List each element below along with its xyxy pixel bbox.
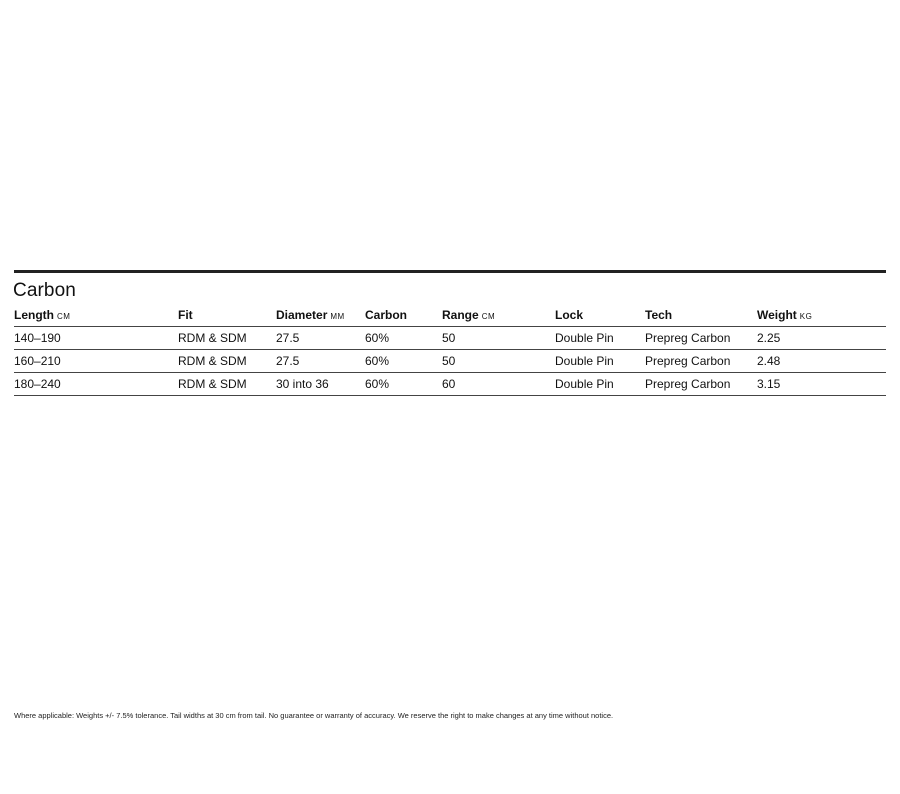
table-header-row (14, 307, 886, 327)
table-row (14, 327, 886, 350)
column-header-range: Range CM (442, 307, 555, 327)
spec-section (14, 270, 886, 396)
table-row (14, 350, 886, 373)
column-header-length: Length CM (14, 307, 178, 327)
cell-length: 140–190 (14, 327, 178, 350)
cell-range: 50 (442, 350, 555, 373)
cell-tech: Prepreg Carbon (645, 373, 757, 396)
section-top-rule (14, 270, 886, 273)
disclaimer-footnote: Where applicable: Weights +/- 7.5% tolerance. Tail widths at 30 cm from tail. No guarantee or warranty of accuracy. We reserve the right to make changes at any time without notice. (14, 711, 614, 720)
cell-fit: RDM & SDM (178, 350, 276, 373)
column-header-tech: Tech (645, 307, 757, 327)
cell-range: 50 (442, 327, 555, 350)
cell-fit: RDM & SDM (178, 327, 276, 350)
cell-carbon: 60% (365, 373, 442, 396)
cell-tech: Prepreg Carbon (645, 327, 757, 350)
table-row (14, 373, 886, 396)
column-header-fit: Fit (178, 307, 276, 327)
cell-diameter: 27.5 (276, 327, 365, 350)
column-header-diameter: Diameter MM (276, 307, 365, 327)
cell-weight: 2.48 (757, 350, 886, 373)
section-title: Carbon (13, 280, 76, 301)
column-header-weight: Weight KG (757, 307, 886, 327)
cell-range: 60 (442, 373, 555, 396)
spec-table (14, 307, 886, 396)
cell-weight: 2.25 (757, 327, 886, 350)
column-header-lock: Lock (555, 307, 645, 327)
cell-weight: 3.15 (757, 373, 886, 396)
column-header-carbon: Carbon (365, 307, 442, 327)
cell-diameter: 30 into 36 (276, 373, 365, 396)
cell-diameter: 27.5 (276, 350, 365, 373)
cell-lock: Double Pin (555, 327, 645, 350)
cell-lock: Double Pin (555, 350, 645, 373)
cell-carbon: 60% (365, 327, 442, 350)
cell-tech: Prepreg Carbon (645, 350, 757, 373)
cell-length: 180–240 (14, 373, 178, 396)
cell-length: 160–210 (14, 350, 178, 373)
cell-fit: RDM & SDM (178, 373, 276, 396)
cell-carbon: 60% (365, 350, 442, 373)
cell-lock: Double Pin (555, 373, 645, 396)
